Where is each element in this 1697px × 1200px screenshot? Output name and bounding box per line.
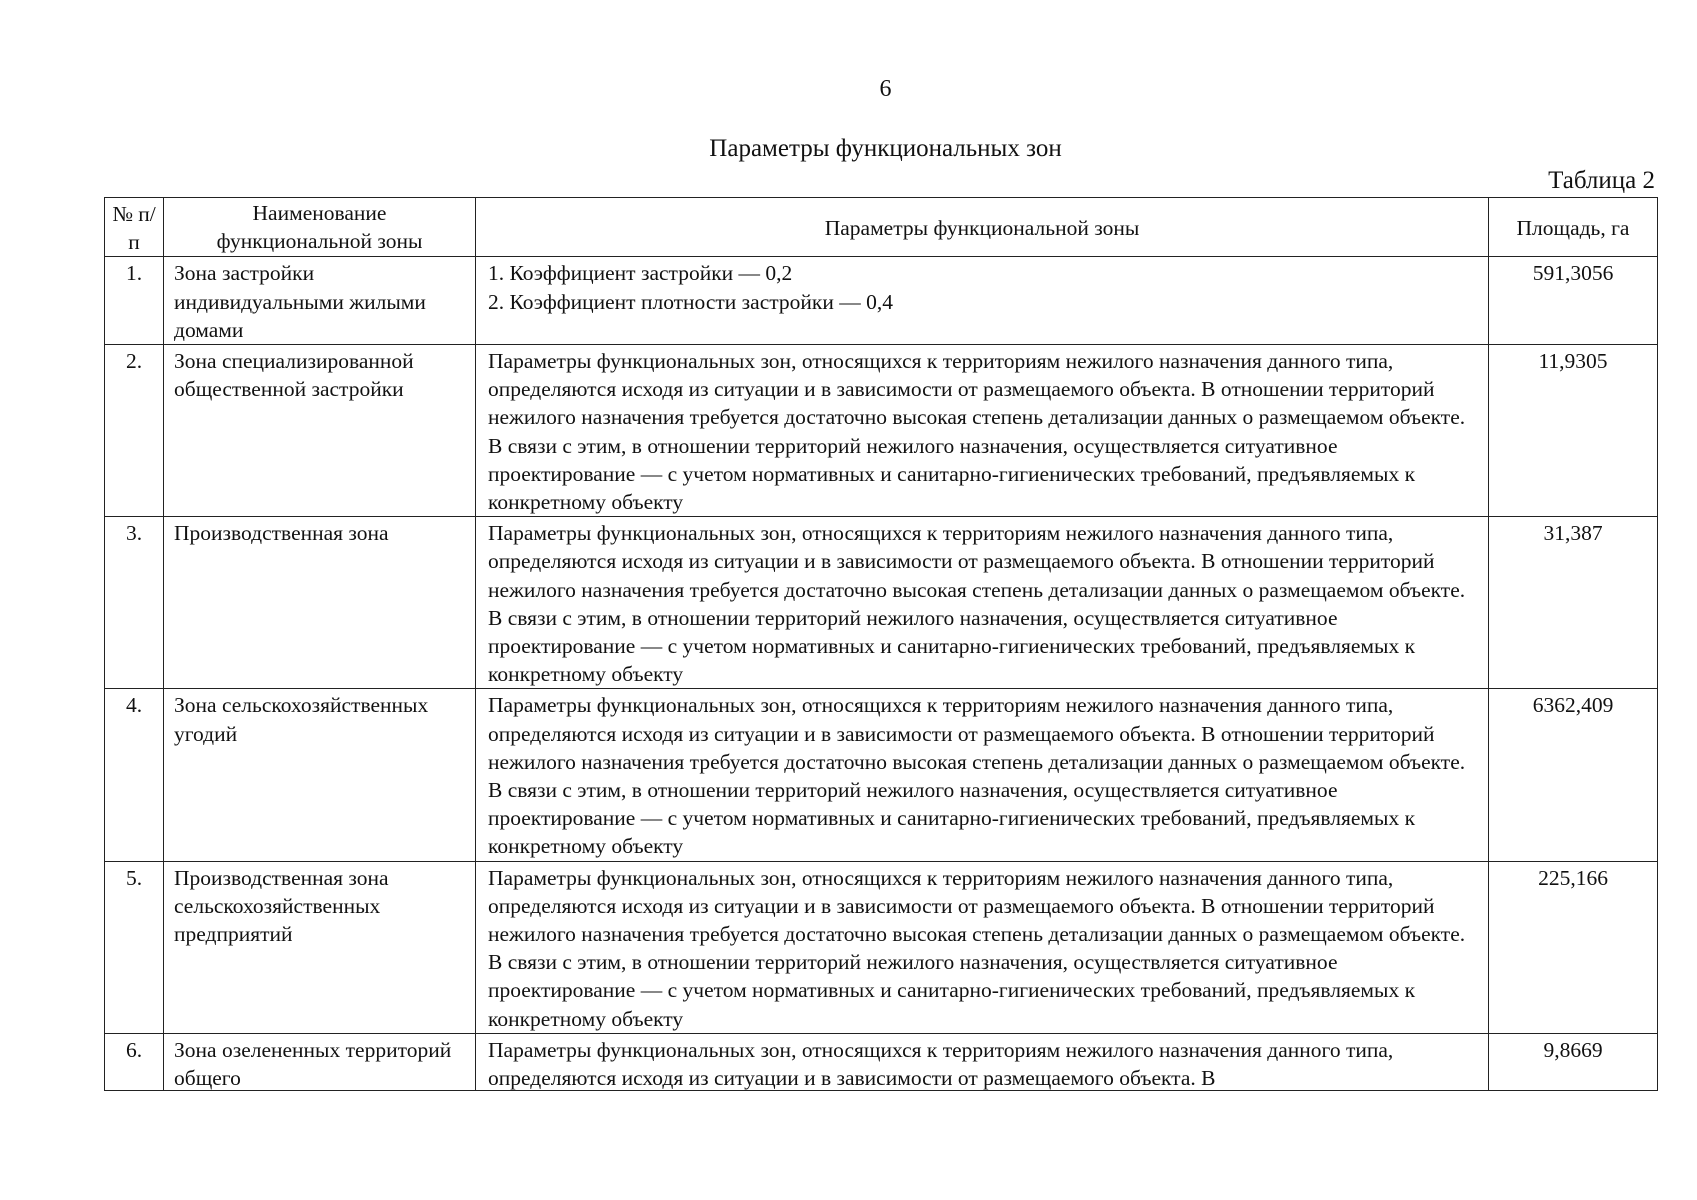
row-params: Параметры функциональных зон, относящихся к территориям нежилого назначения данного типа, определяются исходя из ситуации и в зависимости от размещаемого объекта. В отношении территорий нежилого назначения требуется достаточно высокая степень детализации данных о размещаемом объекте. В связи с этим, в отношении территорий нежилого назначения, осуществляется ситуативное проектирование — с учетом нормативных и санитарно-гигиенических требований, предъявляемых к конкретному объекту — [476, 517, 1489, 689]
page-number: 6 — [879, 76, 892, 102]
page-title: Параметры функциональных зон — [709, 135, 1062, 162]
row-zone-name: Производственная зона — [164, 517, 476, 689]
row-area: 225,166 — [1489, 861, 1658, 1033]
row-params — [476, 1033, 1489, 1090]
row-zone-name: Зона застройки индивидуальными жилыми домами — [164, 257, 476, 345]
row-params: Параметры функциональных зон, относящихся к территориям нежилого назначения данного типа, определяются исходя из ситуации и в зависимости от размещаемого объекта. В отношении территорий нежилого назначения требуется достаточно высокая степень детализации данных о размещаемом объекте. В связи с этим, в отношении территорий нежилого назначения, осуществляется ситуативное проектирование — с учетом нормативных и санитарно-гигиенических требований, предъявляемых к конкретному объекту — [476, 689, 1489, 861]
row-zone-name: Производственная зона сельскохозяйственных предприятий — [164, 861, 476, 1033]
row-area: 11,9305 — [1489, 345, 1658, 517]
header-row — [105, 198, 1658, 257]
table-row — [105, 345, 1658, 517]
params-list-item: 2. Коэффициент плотности застройки — 0,4 — [488, 289, 893, 314]
row-zone-name — [164, 1033, 476, 1090]
header-num: № п/п — [105, 198, 164, 257]
row-zone-name: Зона сельскохозяйственных угодий — [164, 689, 476, 861]
row-area: 9,8669 — [1489, 1033, 1658, 1090]
zone-name-text: Зона озелененных территорий общего — [174, 1037, 452, 1090]
header-name: Наименование функциональной зоны — [164, 198, 476, 257]
table-row — [105, 517, 1658, 689]
table-row — [105, 861, 1658, 1033]
row-params: Параметры функциональных зон, относящихся к территориям нежилого назначения данного типа, определяются исходя из ситуации и в зависимости от размещаемого объекта. В отношении территорий нежилого назначения требуется достаточно высокая степень детализации данных о размещаемом объекте. В связи с этим, в отношении территорий нежилого назначения, осуществляется ситуативное проектирование — с учетом нормативных и санитарно-гигиенических требований, предъявляемых к конкретному объекту — [476, 345, 1489, 517]
table-row — [105, 689, 1658, 861]
row-area: 6362,409 — [1489, 689, 1658, 861]
table-label: Таблица 2 — [1548, 167, 1655, 194]
table-row — [105, 1033, 1658, 1090]
row-num: 5. — [105, 861, 164, 1033]
row-num: 6. — [105, 1033, 164, 1090]
row-area: 591,3056 — [1489, 257, 1658, 345]
header-area: Площадь, га — [1489, 198, 1658, 257]
row-num: 4. — [105, 689, 164, 861]
row-area: 31,387 — [1489, 517, 1658, 689]
functional-zones-table — [104, 197, 1658, 1091]
row-num: 3. — [105, 517, 164, 689]
row-params: Параметры функциональных зон, относящихся к территориям нежилого назначения данного типа, определяются исходя из ситуации и в зависимости от размещаемого объекта. В отношении территорий нежилого назначения требуется достаточно высокая степень детализации данных о размещаемом объекте. В связи с этим, в отношении территорий нежилого назначения, осуществляется ситуативное проектирование — с учетом нормативных и санитарно-гигиенических требований, предъявляемых к конкретному объекту — [476, 861, 1489, 1033]
params-text: Параметры функциональных зон, относящихся к территориям нежилого назначения данного типа, определяются исходя из ситуации и в зависимости от размещаемого объекта. В — [488, 1037, 1394, 1090]
table-row — [105, 257, 1658, 345]
row-params — [476, 257, 1489, 345]
header-params: Параметры функциональной зоны — [476, 198, 1489, 257]
table-header — [105, 198, 1658, 257]
params-list-item: 1. Коэффициент застройки — 0,2 — [488, 261, 793, 286]
row-num: 2. — [105, 345, 164, 517]
row-num: 1. — [105, 257, 164, 345]
row-zone-name: Зона специализированной общественной застройки — [164, 345, 476, 517]
